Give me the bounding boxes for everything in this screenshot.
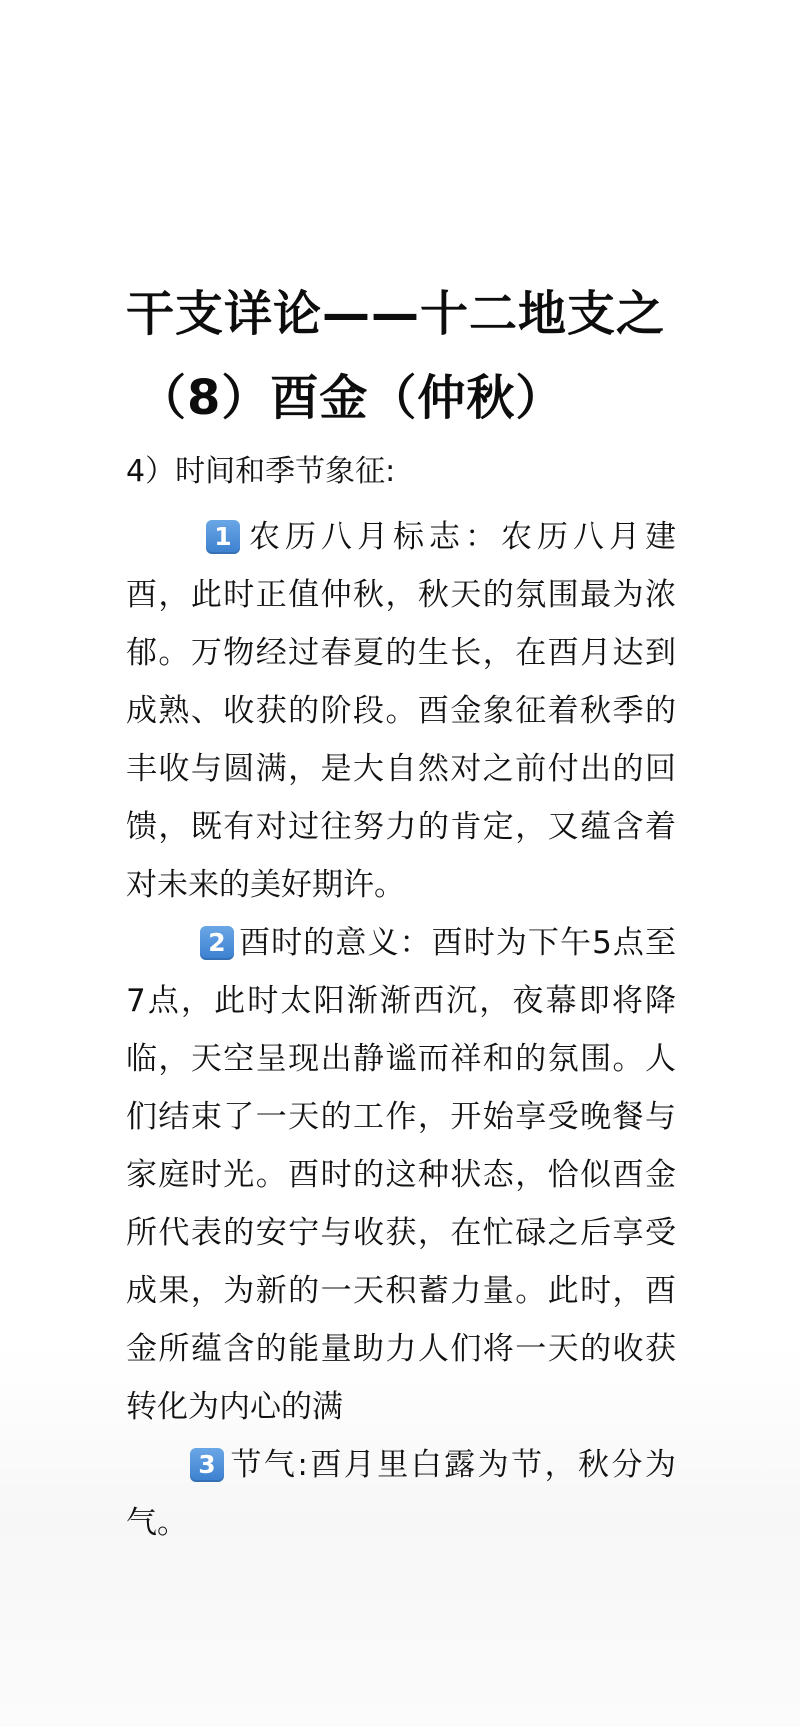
section-heading: 4）时间和季节象征: [126, 454, 396, 489]
paragraph-text: 节气:酉月里白露为节，秋分为气。 [126, 1447, 676, 1541]
paragraph-text: 农历八月标志：农历八月建酉，此时正值仲秋，秋天的氛围最为浓郁。万物经过春夏的生长，在酉月达到成熟、收获的阶段。酉金象征着秋季的丰收与圆满，是大自然对之前付出的回馈，既有对过往努力的肯定，又蕴含着对未来的美好期许。 [126, 519, 676, 903]
paragraph-text: 酉时的意义：酉时为下午5点至7点，此时太阳渐渐西沉，夜幕即将降临，天空呈现出静谧而祥和的氛围。人们结束了一天的工作，开始享受晚餐与家庭时光。酉时的这种状态，恰似酉金所代表的安宁与收获，在忙碌之后享受成果，为新的一天积蓄力量。此时，酉金所蕴含的能量助力人们将一天的收获转化为内心的满 [126, 925, 676, 1425]
paragraph-eighth-month [126, 508, 676, 914]
keycap-digit-one-icon: 1 [206, 520, 240, 554]
paragraph-you-hour [126, 914, 676, 1436]
article-content [126, 272, 676, 1552]
article-title [126, 272, 676, 440]
title-line-1: 干支详论——十二地支之 [126, 286, 666, 342]
title-line-2: （8）酉金（仲秋） [138, 370, 565, 426]
keycap-digit-two-icon: 2 [200, 926, 234, 960]
paragraph-solar-terms [126, 1436, 676, 1552]
keycap-digit-three-icon: 3 [190, 1448, 224, 1482]
